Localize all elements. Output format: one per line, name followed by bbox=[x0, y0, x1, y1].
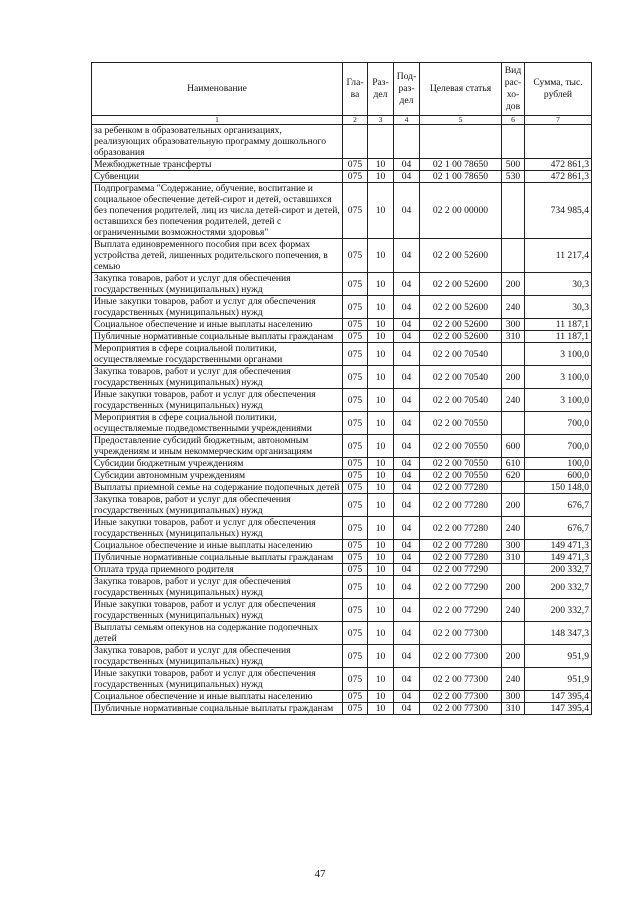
row-name-cell: Мероприятия в сфере социальной политики, осуществляемые государственными органами bbox=[92, 343, 343, 366]
row-target-cell: 02 2 00 00000 bbox=[420, 183, 502, 239]
column-number: 2 bbox=[343, 116, 368, 125]
row-sum-cell: 472 861,3 bbox=[525, 171, 592, 183]
row-podrazdel-cell: 04 bbox=[394, 517, 420, 540]
row-target-cell: 02 2 00 77280 bbox=[420, 517, 502, 540]
table-row bbox=[92, 343, 592, 366]
row-sum-cell: 951,9 bbox=[525, 668, 592, 691]
row-vid-cell: 200 bbox=[502, 366, 525, 389]
row-name-cell: Иные закупки товаров, работ и услуг для обеспечения государственных (муниципальных) нужд bbox=[92, 517, 343, 540]
row-target-cell: 02 2 00 77280 bbox=[420, 552, 502, 564]
table-row bbox=[92, 159, 592, 171]
column-number: 6 bbox=[502, 116, 525, 125]
row-sum-cell: 700,0 bbox=[525, 435, 592, 458]
row-vid-cell: 240 bbox=[502, 389, 525, 412]
row-glava-cell: 075 bbox=[343, 494, 368, 517]
table-row bbox=[92, 494, 592, 517]
row-name-cell: Иные закупки товаров, работ и услуг для обеспечения государственных (муниципальных) нужд bbox=[92, 389, 343, 412]
row-podrazdel-cell: 04 bbox=[394, 564, 420, 576]
row-sum-cell: 148 347,3 bbox=[525, 622, 592, 645]
row-name-cell: Закупка товаров, работ и услуг для обеспечения государственных (муниципальных) нужд bbox=[92, 494, 343, 517]
row-razdel-cell: 10 bbox=[368, 183, 394, 239]
row-vid-cell bbox=[502, 482, 525, 494]
table-row bbox=[92, 482, 592, 494]
row-razdel-cell: 10 bbox=[368, 691, 394, 703]
row-target-cell: 02 2 00 52600 bbox=[420, 331, 502, 343]
column-number: 1 bbox=[92, 116, 343, 125]
row-target-cell: 02 2 00 52600 bbox=[420, 239, 502, 273]
header-podrazdel: Под-раз-дел bbox=[394, 63, 420, 116]
row-name-cell: Оплата труда приемного родителя bbox=[92, 564, 343, 576]
row-sum-cell: 11 187,1 bbox=[525, 319, 592, 331]
row-podrazdel-cell: 04 bbox=[394, 645, 420, 668]
row-razdel-cell: 10 bbox=[368, 412, 394, 435]
row-target-cell bbox=[420, 125, 502, 159]
row-podrazdel-cell: 04 bbox=[394, 622, 420, 645]
row-glava-cell: 075 bbox=[343, 331, 368, 343]
row-name-cell: Закупка товаров, работ и услуг для обеспечения государственных (муниципальных) нужд bbox=[92, 273, 343, 296]
row-name-cell: Межбюджетные трансферты bbox=[92, 159, 343, 171]
row-sum-cell: 951,9 bbox=[525, 645, 592, 668]
table-row bbox=[92, 552, 592, 564]
row-glava-cell: 075 bbox=[343, 540, 368, 552]
row-vid-cell: 310 bbox=[502, 703, 525, 715]
row-name-cell: Социальное обеспечение и иные выплаты населению bbox=[92, 691, 343, 703]
header-vid: Вид рас-хо-дов bbox=[502, 63, 525, 116]
row-vid-cell: 300 bbox=[502, 691, 525, 703]
row-vid-cell: 600 bbox=[502, 435, 525, 458]
row-name-cell: Иные закупки товаров, работ и услуг для обеспечения государственных (муниципальных) нужд bbox=[92, 296, 343, 319]
row-name-cell: Социальное обеспечение и иные выплаты населению bbox=[92, 319, 343, 331]
row-glava-cell: 075 bbox=[343, 645, 368, 668]
row-target-cell: 02 2 00 70540 bbox=[420, 389, 502, 412]
row-razdel-cell: 10 bbox=[368, 576, 394, 599]
header-glava: Гла-ва bbox=[343, 63, 368, 116]
row-podrazdel-cell: 04 bbox=[394, 319, 420, 331]
row-sum-cell: 11 217,4 bbox=[525, 239, 592, 273]
table-row bbox=[92, 273, 592, 296]
row-glava-cell: 075 bbox=[343, 517, 368, 540]
header-razdel: Раз-дел bbox=[368, 63, 394, 116]
table-row bbox=[92, 703, 592, 715]
table-row bbox=[92, 331, 592, 343]
row-razdel-cell: 10 bbox=[368, 343, 394, 366]
row-vid-cell bbox=[502, 412, 525, 435]
row-razdel-cell: 10 bbox=[368, 482, 394, 494]
row-podrazdel-cell: 04 bbox=[394, 599, 420, 622]
row-podrazdel-cell: 04 bbox=[394, 435, 420, 458]
column-number-row bbox=[92, 116, 592, 125]
table-row bbox=[92, 171, 592, 183]
row-glava-cell: 075 bbox=[343, 159, 368, 171]
table-row bbox=[92, 389, 592, 412]
row-name-cell: Иные закупки товаров, работ и услуг для обеспечения государственных (муниципальных) нужд bbox=[92, 599, 343, 622]
row-name-cell: Публичные нормативные социальные выплаты гражданам bbox=[92, 331, 343, 343]
row-target-cell: 02 2 00 77280 bbox=[420, 540, 502, 552]
row-sum-cell: 200 332,7 bbox=[525, 576, 592, 599]
budget-table bbox=[91, 62, 592, 715]
table-row bbox=[92, 125, 592, 159]
row-podrazdel-cell: 04 bbox=[394, 412, 420, 435]
row-name-cell: Публичные нормативные социальные выплаты гражданам bbox=[92, 552, 343, 564]
row-glava-cell: 075 bbox=[343, 366, 368, 389]
row-podrazdel-cell: 04 bbox=[394, 171, 420, 183]
table-row bbox=[92, 517, 592, 540]
row-name-cell: Субсидии бюджетным учреждениям bbox=[92, 458, 343, 470]
row-glava-cell: 075 bbox=[343, 576, 368, 599]
row-vid-cell: 240 bbox=[502, 668, 525, 691]
row-glava-cell: 075 bbox=[343, 482, 368, 494]
row-glava-cell: 075 bbox=[343, 389, 368, 412]
table-row bbox=[92, 691, 592, 703]
row-podrazdel-cell: 04 bbox=[394, 331, 420, 343]
row-sum-cell: 147 395,4 bbox=[525, 703, 592, 715]
row-glava-cell: 075 bbox=[343, 183, 368, 239]
table-row bbox=[92, 540, 592, 552]
row-vid-cell: 200 bbox=[502, 494, 525, 517]
row-podrazdel-cell: 04 bbox=[394, 552, 420, 564]
budget-page bbox=[91, 62, 591, 715]
row-razdel-cell: 10 bbox=[368, 458, 394, 470]
row-target-cell: 02 2 00 77290 bbox=[420, 564, 502, 576]
row-glava-cell: 075 bbox=[343, 458, 368, 470]
row-name-cell: Иные закупки товаров, работ и услуг для обеспечения государственных (муниципальных) нужд bbox=[92, 668, 343, 691]
column-number: 4 bbox=[394, 116, 420, 125]
row-podrazdel-cell: 04 bbox=[394, 389, 420, 412]
row-podrazdel-cell: 04 bbox=[394, 296, 420, 319]
row-razdel-cell: 10 bbox=[368, 564, 394, 576]
row-target-cell: 02 2 00 77300 bbox=[420, 645, 502, 668]
row-podrazdel-cell: 04 bbox=[394, 159, 420, 171]
row-razdel-cell: 10 bbox=[368, 159, 394, 171]
row-sum-cell: 149 471,3 bbox=[525, 540, 592, 552]
row-sum-cell: 3 100,0 bbox=[525, 366, 592, 389]
row-vid-cell: 200 bbox=[502, 576, 525, 599]
table-row bbox=[92, 470, 592, 482]
row-glava-cell: 075 bbox=[343, 343, 368, 366]
row-glava-cell: 075 bbox=[343, 691, 368, 703]
row-vid-cell: 200 bbox=[502, 645, 525, 668]
row-name-cell: Закупка товаров, работ и услуг для обеспечения государственных (муниципальных) нужд bbox=[92, 366, 343, 389]
row-sum-cell: 200 332,7 bbox=[525, 599, 592, 622]
table-row bbox=[92, 412, 592, 435]
row-razdel-cell: 10 bbox=[368, 389, 394, 412]
row-vid-cell: 300 bbox=[502, 540, 525, 552]
row-name-cell: Предоставление субсидий бюджетным, автономным учреждениям и иным некоммерческим организациям bbox=[92, 435, 343, 458]
table-row bbox=[92, 319, 592, 331]
row-name-cell: Подпрограмма "Содержание, обучение, воспитание и социальное обеспечение детей-сирот и детей, оставшихся без попечения родителей, лиц из числа детей-сирот и детей, оставшихся без попечения родителей, детей с ограниченными возможностями здоровья" bbox=[92, 183, 343, 239]
row-podrazdel-cell: 04 bbox=[394, 458, 420, 470]
row-glava-cell: 075 bbox=[343, 435, 368, 458]
row-glava-cell: 075 bbox=[343, 171, 368, 183]
row-vid-cell: 240 bbox=[502, 599, 525, 622]
table-row bbox=[92, 366, 592, 389]
column-number: 7 bbox=[525, 116, 592, 125]
row-sum-cell: 3 100,0 bbox=[525, 389, 592, 412]
row-razdel-cell: 10 bbox=[368, 517, 394, 540]
table-row bbox=[92, 645, 592, 668]
row-sum-cell bbox=[525, 125, 592, 159]
row-target-cell: 02 2 00 77300 bbox=[420, 703, 502, 715]
row-podrazdel-cell: 04 bbox=[394, 691, 420, 703]
row-name-cell: Выплата единовременного пособия при всех формах устройства детей, лишенных родительского попечения, в семью bbox=[92, 239, 343, 273]
row-target-cell: 02 2 00 52600 bbox=[420, 296, 502, 319]
row-glava-cell: 075 bbox=[343, 273, 368, 296]
row-podrazdel-cell: 04 bbox=[394, 183, 420, 239]
row-podrazdel-cell: 04 bbox=[394, 540, 420, 552]
row-podrazdel-cell: 04 bbox=[394, 470, 420, 482]
row-sum-cell: 600,0 bbox=[525, 470, 592, 482]
row-podrazdel-cell: 04 bbox=[394, 482, 420, 494]
row-vid-cell: 610 bbox=[502, 458, 525, 470]
row-vid-cell bbox=[502, 622, 525, 645]
row-glava-cell: 075 bbox=[343, 564, 368, 576]
table-row bbox=[92, 668, 592, 691]
row-target-cell: 02 2 00 70550 bbox=[420, 458, 502, 470]
row-sum-cell: 3 100,0 bbox=[525, 343, 592, 366]
row-razdel-cell: 10 bbox=[368, 668, 394, 691]
row-podrazdel-cell: 04 bbox=[394, 494, 420, 517]
row-glava-cell: 075 bbox=[343, 470, 368, 482]
row-podrazdel-cell: 04 bbox=[394, 703, 420, 715]
row-razdel-cell: 10 bbox=[368, 470, 394, 482]
row-vid-cell: 530 bbox=[502, 171, 525, 183]
row-razdel-cell: 10 bbox=[368, 171, 394, 183]
row-vid-cell bbox=[502, 183, 525, 239]
row-sum-cell: 472 861,3 bbox=[525, 159, 592, 171]
row-name-cell: Выплаты семьям опекунов на содержание подопечных детей bbox=[92, 622, 343, 645]
row-vid-cell bbox=[502, 125, 525, 159]
table-body bbox=[92, 125, 592, 715]
row-razdel-cell: 10 bbox=[368, 273, 394, 296]
row-sum-cell: 676,7 bbox=[525, 517, 592, 540]
row-razdel-cell: 10 bbox=[368, 645, 394, 668]
row-glava-cell: 075 bbox=[343, 239, 368, 273]
row-glava-cell: 075 bbox=[343, 599, 368, 622]
row-razdel-cell: 10 bbox=[368, 331, 394, 343]
row-sum-cell: 100,0 bbox=[525, 458, 592, 470]
row-sum-cell: 676,7 bbox=[525, 494, 592, 517]
row-sum-cell: 147 395,4 bbox=[525, 691, 592, 703]
row-vid-cell bbox=[502, 343, 525, 366]
row-glava-cell: 075 bbox=[343, 622, 368, 645]
table-row bbox=[92, 564, 592, 576]
row-glava-cell: 075 bbox=[343, 412, 368, 435]
row-podrazdel-cell: 04 bbox=[394, 239, 420, 273]
row-razdel-cell: 10 bbox=[368, 703, 394, 715]
table-row bbox=[92, 183, 592, 239]
row-sum-cell: 700,0 bbox=[525, 412, 592, 435]
row-target-cell: 02 2 00 77300 bbox=[420, 622, 502, 645]
row-target-cell: 02 1 00 78650 bbox=[420, 159, 502, 171]
row-razdel-cell: 10 bbox=[368, 296, 394, 319]
row-vid-cell: 200 bbox=[502, 273, 525, 296]
row-target-cell: 02 1 00 78650 bbox=[420, 171, 502, 183]
row-razdel-cell bbox=[368, 125, 394, 159]
row-podrazdel-cell bbox=[394, 125, 420, 159]
header-sum: Сумма, тыс. рублей bbox=[525, 63, 592, 116]
row-name-cell: Выплаты приемной семье на содержание подопечных детей bbox=[92, 482, 343, 494]
row-razdel-cell: 10 bbox=[368, 435, 394, 458]
row-podrazdel-cell: 04 bbox=[394, 576, 420, 599]
row-vid-cell: 300 bbox=[502, 319, 525, 331]
row-vid-cell: 310 bbox=[502, 552, 525, 564]
row-glava-cell: 075 bbox=[343, 296, 368, 319]
row-target-cell: 02 2 00 77280 bbox=[420, 494, 502, 517]
row-sum-cell: 734 985,4 bbox=[525, 183, 592, 239]
row-glava-cell: 075 bbox=[343, 703, 368, 715]
row-razdel-cell: 10 bbox=[368, 599, 394, 622]
row-podrazdel-cell: 04 bbox=[394, 366, 420, 389]
row-sum-cell: 11 187,1 bbox=[525, 331, 592, 343]
row-razdel-cell: 10 bbox=[368, 622, 394, 645]
row-name-cell: Субсидии автономным учреждениям bbox=[92, 470, 343, 482]
row-sum-cell: 150 148,0 bbox=[525, 482, 592, 494]
table-row bbox=[92, 576, 592, 599]
table-row bbox=[92, 239, 592, 273]
row-vid-cell bbox=[502, 239, 525, 273]
row-sum-cell: 30,3 bbox=[525, 296, 592, 319]
row-target-cell: 02 2 00 77290 bbox=[420, 599, 502, 622]
row-target-cell: 02 2 00 70540 bbox=[420, 343, 502, 366]
row-razdel-cell: 10 bbox=[368, 319, 394, 331]
row-name-cell: Публичные нормативные социальные выплаты гражданам bbox=[92, 703, 343, 715]
row-vid-cell: 620 bbox=[502, 470, 525, 482]
header-target: Целевая статья bbox=[420, 63, 502, 116]
row-target-cell: 02 2 00 70540 bbox=[420, 366, 502, 389]
row-podrazdel-cell: 04 bbox=[394, 668, 420, 691]
table-row bbox=[92, 296, 592, 319]
row-name-cell: Социальное обеспечение и иные выплаты населению bbox=[92, 540, 343, 552]
row-razdel-cell: 10 bbox=[368, 552, 394, 564]
table-row bbox=[92, 599, 592, 622]
row-name-cell: Мероприятия в сфере социальной политики, осуществляемые подведомственными учреждениями bbox=[92, 412, 343, 435]
table-row bbox=[92, 458, 592, 470]
row-sum-cell: 149 471,3 bbox=[525, 552, 592, 564]
row-podrazdel-cell: 04 bbox=[394, 273, 420, 296]
row-target-cell: 02 2 00 70550 bbox=[420, 435, 502, 458]
row-name-cell: за ребенком в образовательных организациях, реализующих образовательную программу дошкольного образования bbox=[92, 125, 343, 159]
row-glava-cell: 075 bbox=[343, 319, 368, 331]
row-target-cell: 02 2 00 70550 bbox=[420, 470, 502, 482]
row-glava-cell: 075 bbox=[343, 668, 368, 691]
row-target-cell: 02 2 00 52600 bbox=[420, 319, 502, 331]
table-row bbox=[92, 435, 592, 458]
header-row bbox=[92, 63, 592, 116]
row-glava-cell bbox=[343, 125, 368, 159]
page-number: 47 bbox=[314, 868, 326, 880]
row-vid-cell: 500 bbox=[502, 159, 525, 171]
header-name: Наименование bbox=[92, 63, 343, 116]
row-sum-cell: 200 332,7 bbox=[525, 564, 592, 576]
row-target-cell: 02 2 00 70550 bbox=[420, 412, 502, 435]
row-vid-cell: 240 bbox=[502, 517, 525, 540]
row-name-cell: Закупка товаров, работ и услуг для обеспечения государственных (муниципальных) нужд bbox=[92, 645, 343, 668]
column-number: 5 bbox=[420, 116, 502, 125]
row-podrazdel-cell: 04 bbox=[394, 343, 420, 366]
row-target-cell: 02 2 00 77280 bbox=[420, 482, 502, 494]
row-name-cell: Субвенции bbox=[92, 171, 343, 183]
row-vid-cell bbox=[502, 564, 525, 576]
row-sum-cell: 30,3 bbox=[525, 273, 592, 296]
row-razdel-cell: 10 bbox=[368, 239, 394, 273]
row-razdel-cell: 10 bbox=[368, 366, 394, 389]
row-glava-cell: 075 bbox=[343, 552, 368, 564]
row-target-cell: 02 2 00 52600 bbox=[420, 273, 502, 296]
row-name-cell: Закупка товаров, работ и услуг для обеспечения государственных (муниципальных) нужд bbox=[92, 576, 343, 599]
table-row bbox=[92, 622, 592, 645]
row-razdel-cell: 10 bbox=[368, 540, 394, 552]
row-target-cell: 02 2 00 77300 bbox=[420, 691, 502, 703]
row-vid-cell: 240 bbox=[502, 296, 525, 319]
row-razdel-cell: 10 bbox=[368, 494, 394, 517]
row-target-cell: 02 2 00 77290 bbox=[420, 576, 502, 599]
column-number: 3 bbox=[368, 116, 394, 125]
row-vid-cell: 310 bbox=[502, 331, 525, 343]
row-target-cell: 02 2 00 77300 bbox=[420, 668, 502, 691]
